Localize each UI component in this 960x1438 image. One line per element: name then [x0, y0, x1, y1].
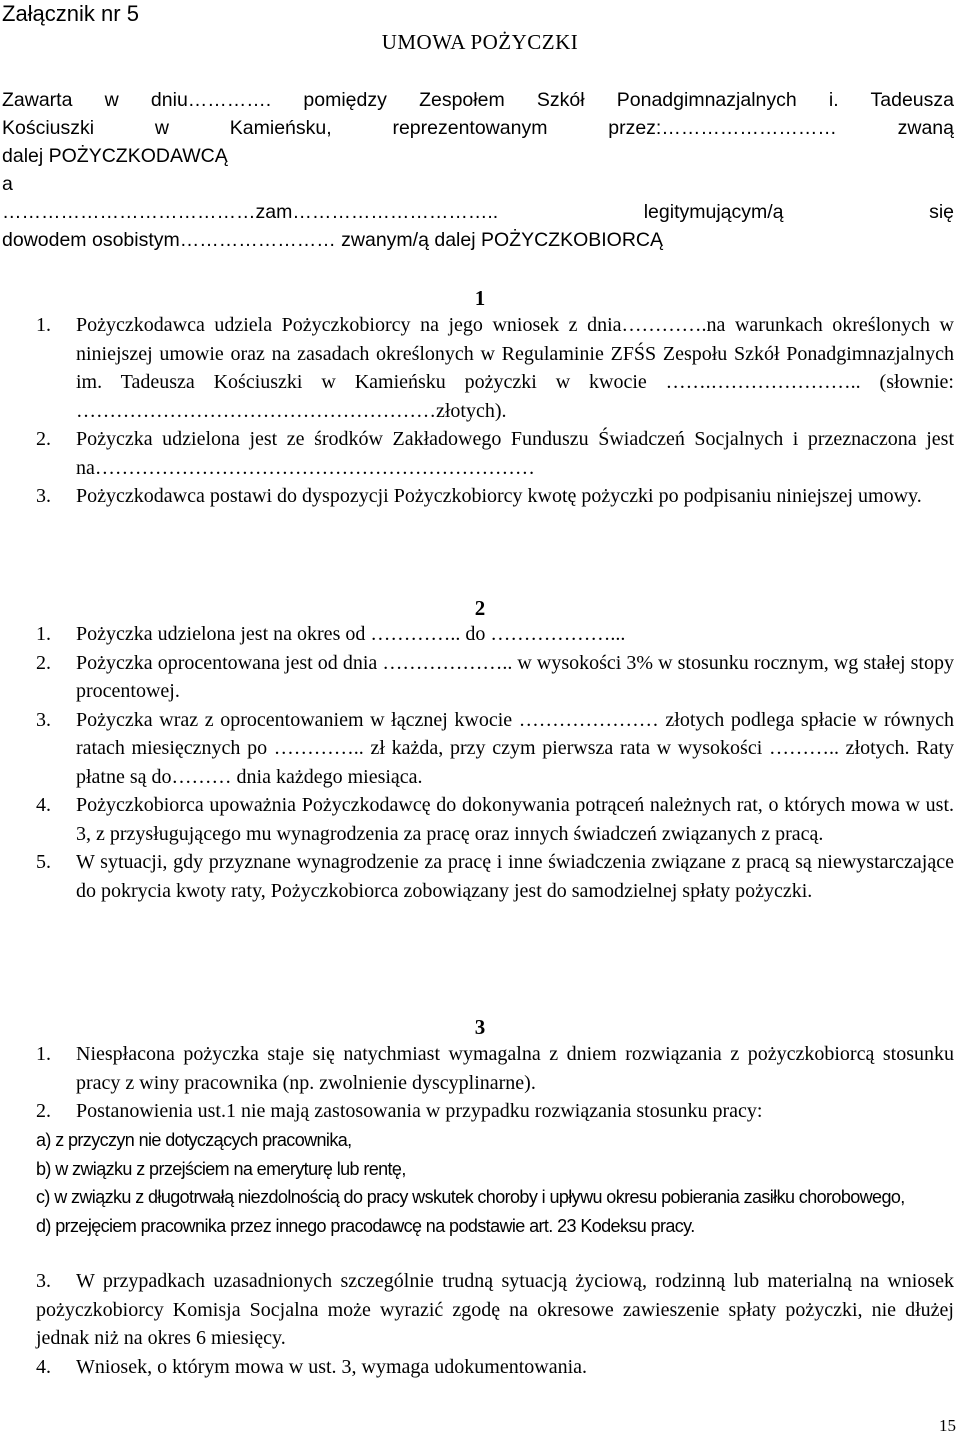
item-text: Postanowienia ust.1 nie mają zastosowania w przypadku rozwiązania stosunku pracy: [76, 1100, 763, 1122]
item-number: 1. [36, 623, 51, 645]
item-number: 4. [36, 794, 51, 816]
item-number: 5. [36, 851, 51, 873]
list-item [36, 1353, 954, 1382]
item-number: 1. [36, 314, 51, 336]
item-number: 3. [36, 485, 51, 507]
intro-line: Kościuszki w Kamieńsku, reprezentowanym przez:……………………… zwaną [2, 117, 954, 139]
item-text: Pożyczka oprocentowana jest od dnia ……………….. w wysokości 3% w stosunku rocznym, wg stałej stopy procentowej. [76, 651, 954, 702]
item-number: 2. [36, 1100, 51, 1122]
item-text: W przypadkach uzasadnionych szczególnie trudną sytuacją życiową, rodzinną lub materialną na wniosek pożyczkobiorcy Komisja Socjalna może wyrazić zgodę na okresowe zawieszenie spłaty pożyczki, nie dłużej jednak niż na okres 6 miesięcy. [36, 1270, 954, 1349]
list-item [36, 425, 954, 482]
intro-line: Zawarta w dniu…………. pomiędzy Zespołem Szkół Ponadgimnazjalnych i. Tadeusza [2, 89, 954, 111]
intro-line: a [2, 173, 13, 195]
item-text: W sytuacji, gdy przyznane wynagrodzenie za pracę i inne świadczenia związane z pracą są niewystarczające do pokrycia kwoty raty, Pożyczkobiorca zobowiązany jest do samodzielnej spłaty pożyczki. [76, 851, 954, 902]
list-item [36, 706, 954, 792]
item-text: Pożyczka wraz z oprocentowaniem w łącznej kwocie ………………… złotych podlega spłacie w równych ratach miesięcznych po ………….. zł każda, przy czym pierwsza rata w wysokości ……….. złotych. Raty płatne są do……… dnia każdego miesiąca. [76, 708, 954, 788]
section-2-list [36, 620, 954, 905]
item-text: Pożyczkodawca postawi do dyspozycji Pożyczkobiorcy kwotę pożyczki po podpisaniu niniejszej umowy. [76, 485, 922, 507]
intro-line: …………………………………zam………………………….. legitymującym/ą się [2, 201, 954, 223]
list-item [36, 482, 954, 511]
list-item [36, 1267, 954, 1353]
list-item [36, 620, 954, 649]
list-item [36, 1097, 954, 1126]
intro-line: dalej POŻYCZKODAWCĄ [2, 145, 228, 167]
sub-item: c) w związku z długotrwałą niezdolnością do pracy wskutek choroby i upływu okresu pobierania zasiłku chorobowego, [36, 1187, 905, 1207]
intro-paragraph [2, 86, 954, 254]
list-item [36, 848, 954, 905]
document-title: UMOWA POŻYCZKI [381, 30, 579, 54]
section-1-list [36, 311, 954, 511]
list-item [36, 1040, 954, 1097]
item-text: Pożyczka udzielona jest na okres od ………….. do ………………... [76, 623, 626, 645]
item-text: Pożyczkodawca udziela Pożyczkobiorcy na jego wniosek z dnia………….na warunkach określonych w niniejszej umowie oraz na zasadach określonych w Regulaminie ZFŚS Zespołu Szkół Ponadgimnazjalnych im. Tadeusza Kościuszki w Kamieńsku pożyczki w kwocie …….………………….. (słownie: ………………………………………………złotych). [76, 314, 954, 422]
item-text: Pożyczka udzielona jest ze środków Zakładowego Funduszu Świadczeń Socjalnych i przeznaczona jest na………………………………………………………… [76, 428, 954, 479]
list-item [36, 311, 954, 425]
section-heading-1: 1 [474, 286, 486, 310]
item-number: 2. [36, 428, 51, 450]
section-3-list [36, 1040, 954, 1126]
item-number: 3. [36, 1270, 51, 1292]
attachment-label: Załącznik nr 5 [2, 1, 139, 26]
item-number: 4. [36, 1355, 51, 1378]
item-number: 1. [36, 1043, 51, 1065]
section-heading-2: 2 [474, 596, 486, 620]
list-item [36, 649, 954, 706]
item-text: Niespłacona pożyczka staje się natychmiast wymagalna z dniem rozwiązania z pożyczkobiorcą stosunku pracy z winy pracownika (np. zwolnienie dyscyplinarne). [76, 1043, 954, 1094]
section-3-subitems [36, 1126, 954, 1240]
item-text: Pożyczkobiorca upoważnia Pożyczkodawcę do dokonywania potrąceń należnych rat, o których mowa w ust. 3, z przysługującego mu wynagrodzenia za pracę oraz innych świadczeń związanych z pracą. [76, 794, 954, 845]
sub-item: a) z przyczyn nie dotyczących pracownika, [36, 1130, 352, 1150]
item-number: 2. [36, 651, 51, 674]
page-number: 15 [939, 1416, 956, 1435]
list-item [36, 791, 954, 848]
intro-line: dowodem osobistym…………………… zwanym/ą dalej POŻYCZKOBIORCĄ [2, 229, 664, 251]
item-text: Wniosek, o którym mowa w ust. 3, wymaga udokumentowania. [76, 1355, 588, 1378]
sub-item: b) w związku z przejściem na emeryturę lub rentę, [36, 1158, 406, 1179]
section-heading-3: 3 [474, 1015, 486, 1039]
section-3-list-cont [36, 1267, 954, 1381]
sub-item: d) przejęciem pracownika przez innego pracodawcę na podstawie art. 23 Kodeksu pracy. [36, 1215, 695, 1236]
item-number: 3. [36, 708, 51, 731]
